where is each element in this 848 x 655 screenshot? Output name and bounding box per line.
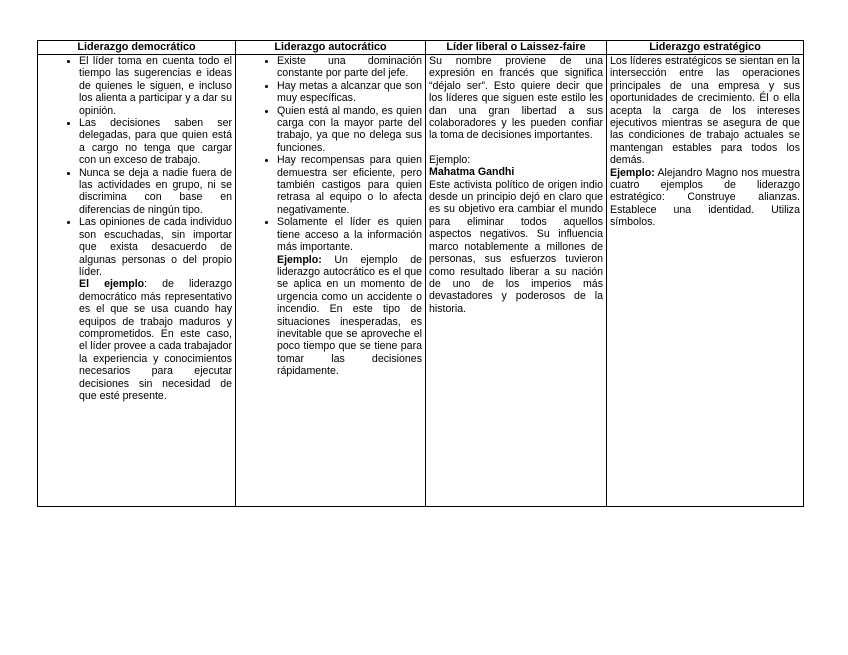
liberal-example-name	[429, 166, 603, 178]
example-name: Mahatma Gandhi	[429, 166, 515, 179]
cell-liberal	[426, 55, 607, 507]
header-democratico: Liderazgo democrático	[38, 41, 236, 55]
example-text: Un ejemplo de liderazgo autocrático es el que se aplica en un momento de urgencia como un accidente o incendio. En este tipo de situaciones inesperadas, es inevitable que se aproveche el poco tiempo que se tiene para tomar las decisiones rápidamente.	[277, 253, 422, 378]
autocratico-bullets	[239, 55, 422, 378]
content-row	[38, 55, 804, 507]
example-text: : de liderazgo democrático más representativo es el que se usa cuando hay equipos de trabajo maduros y comprometidos. En este caso, el líder provee a cada trabajador la experiencia y conocimientos necesarios para ejecutar decisiones sin necesidad de que esté presente.	[79, 278, 232, 402]
bullet-text: Las opiniones de cada individuo son escuchadas, sin importar que exista desacuerdo de algunas personas o del propio líder.	[79, 216, 232, 278]
bullet-item: • Hay metas a alcanzar que son muy específicas.	[277, 80, 422, 105]
leadership-table	[37, 40, 804, 507]
paragraph-gap	[429, 142, 603, 154]
header-estrategico: Liderazgo estratégico	[607, 41, 804, 55]
liberal-example-label: Ejemplo:	[429, 153, 471, 166]
cell-democratico	[38, 55, 236, 507]
example-label: Ejemplo:	[277, 253, 322, 266]
header-autocratico: Liderazgo autocrático	[236, 41, 426, 55]
autocratico-example	[277, 254, 422, 378]
header-liberal: Líder liberal o Laissez-faire	[426, 41, 607, 55]
liberal-example-text: Este activista político de origen indio desde un principio dejó en claro que es su objetivo era cambiar el mundo para eliminar todos aquellos aspectos negativos. Su influencia marco notablemente a millones de personas, sus esfuerzos tuvieron como resultado liberar a su nación de uno de los imperios más devastadores y poderosos de la historia.	[429, 178, 603, 315]
liberal-intro: Su nombre proviene de una expresión en francés que significa “déjalo ser”. Esto quiere decir que los líderes que siguen este estilo les dan una gran libertad a sus colaboradores y les pueden confiar la toma de decisiones importantes.	[429, 55, 603, 142]
bullet-item: • Quien está al mando, es quien carga con la mayor parte del trabajo, ya que no delega sus funciones.	[277, 105, 422, 155]
bullet-item: • El líder toma en cuenta todo el tiempo las sugerencias e ideas de quienes le siguen, e incluso los alienta a participar y a dar su opinión.	[79, 55, 232, 117]
bullet-text: Solamente el líder es quien tiene acceso a la información más importante.	[277, 216, 422, 254]
estrategico-intro: Los líderes estratégicos se sientan en la intersección entre las operaciones principales de una empresa y sus oportunidades de crecimiento. Él o ella acepta la carga de los intereses ejecutivos mientras se asegura de que las condiciones de trabajo actuales se mantengan estables para todos los demás.	[610, 55, 800, 167]
bullet-item: • Existe una dominación constante por parte del jefe.	[277, 55, 422, 80]
cell-estrategico	[607, 55, 804, 507]
democratico-example	[79, 278, 232, 402]
example-label: Ejemplo:	[610, 166, 655, 179]
cell-autocratico	[236, 55, 426, 507]
bullet-item: • Hay recompensas para quien demuestra ser eficiente, pero también castigos para quien retrasa al equipo o lo afecta negativamente.	[277, 154, 422, 216]
bullet-item: • Nunca se deja a nadie fuera de las actividades en grupo, ni se discrimina con base en diferencias de ningún tipo.	[79, 167, 232, 217]
bullet-item: • Las decisiones saben ser delegadas, para que quien está a cargo no tenga que cargar con un exceso de trabajo.	[79, 117, 232, 167]
bullet-item	[79, 216, 232, 402]
estrategico-example	[610, 167, 800, 229]
democratico-bullets	[41, 55, 232, 402]
header-row	[38, 41, 804, 55]
example-text: Alejandro Magno nos muestra cuatro ejemplos de liderazgo estratégico: Construye alianzas. Establece una identidad. Utiliza símbolos.	[610, 166, 800, 229]
bullet-item	[277, 216, 422, 377]
example-label: El ejemplo	[79, 278, 145, 291]
